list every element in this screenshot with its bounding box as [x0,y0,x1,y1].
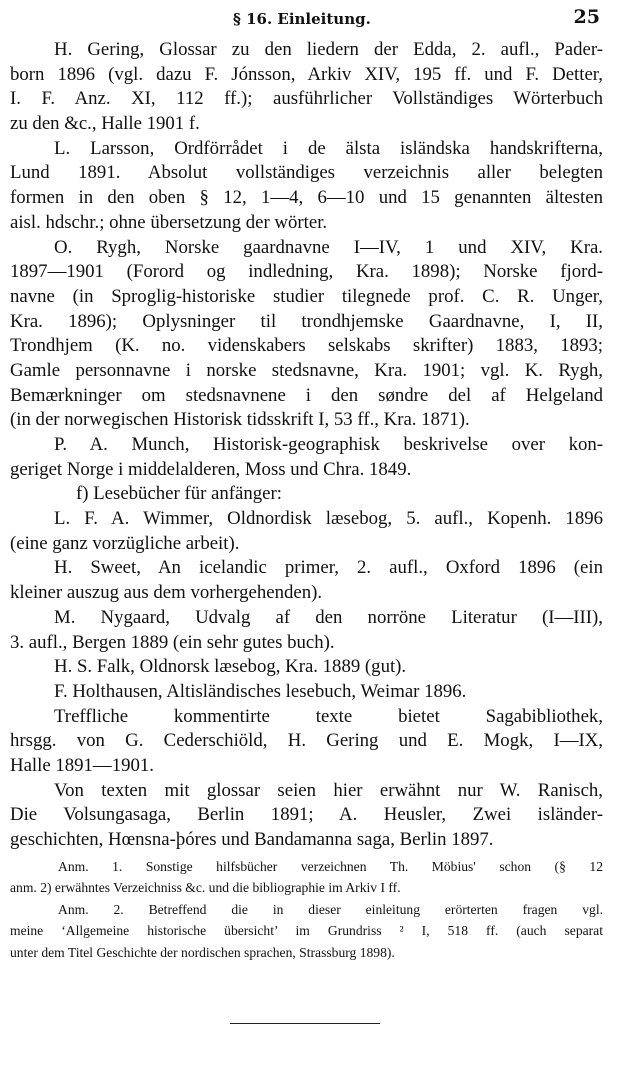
body-paragraphs [10,38,603,853]
text-line: H. Gering, Glossar zu den liedern der Edda, 2. aufl., Pader- [54,39,603,60]
footnote-line: anm. 2) erwähntes Verzeichniss &c. und die bibliographie im Arkiv I ff. [10,880,401,896]
text-line: O. Rygh, Norske gaardnavne I—IV, 1 und XIV, Kra. [54,236,603,258]
footer-rule [230,1023,380,1024]
text-line: (eine ganz vorzügliche arbeit). [10,532,240,554]
text-line: (in der norwegischen Historisk tidsskrift I, 53 ff., Kra. 1871). [10,409,470,431]
text-line: geriget Norge i middelalderen, Moss und Chra. 1849. [10,458,412,480]
text-line: Kra. 1896); Oplysninger til trondhjemske Gaardnavne, I, II, [10,310,603,332]
text-line: Lund 1891. Absolut vollständiges verzeichnis aller belegten [10,162,603,184]
text-line: Trondhjem (K. no. videnskabers selskabs skrifter) 1883, 1893; [10,335,603,357]
footnote-line: meine ‘Allgemeine historische übersicht’ im Grundriss ² I, 518 ff. (auch separat [10,923,603,939]
text-line: hrsgg. von G. Cederschiöld, H. Gering und E. Mogk, I—IX, [10,730,603,752]
text-line: zu den &c., Halle 1901 f. [10,113,200,135]
text-line: P. A. Munch, Historisk-geographisk beskrivelse over kon- [54,434,603,455]
running-header [0,6,620,32]
footnote-line: unter dem Titel Geschichte der nordischen sprachen, Strassburg 1898). [10,944,395,960]
page-number: 25 [573,6,600,28]
footnote-line: Anm. 2. Betreffend die in dieser einleitung erörterten fragen vgl. [58,901,603,917]
text-line: kleiner auszug aus dem vorhergehenden). [10,582,323,604]
text-line: H. Sweet, An icelandic primer, 2. aufl., Oxford 1896 (ein [54,557,603,579]
text-line: f) Lesebücher für anfänger: [76,483,282,505]
text-line: 1897—1901 (Forord og indledning, Kra. 1898); Norske fjord- [10,261,603,283]
footnote-line: Anm. 1. Sonstige hilfsbücher verzeichnen Th. Möbius' schon (§ 12 [58,858,603,874]
text-line: I. F. Anz. XI, 112 ff.); ausführlicher Vollständiges Wörterbuch [10,88,603,110]
text-line: F. Holthausen, Altisländisches lesebuch, Weimar 1896. [54,680,467,702]
text-line: Die Volsungasaga, Berlin 1891; A. Heusler, Zwei isländer- [10,804,603,826]
section-title: § 16. Einleitung. [233,10,371,28]
text-line: L. Larsson, Ordförrådet i de älsta isländska handskrifterna, [54,137,603,159]
text-line: born 1896 (vgl. dazu F. Jónsson, Arkiv XIV, 195 ff. und F. Detter, [10,63,603,85]
text-line: geschichten, Hœnsna-þóres und Bandamanna saga, Berlin 1897. [10,829,494,850]
text-line: formen in den oben § 12, 1—4, 6—10 und 15 genannten ältesten [10,187,603,209]
text-line: M. Nygaard, Udvalg af den norröne Literatur (I—III), [54,606,603,628]
text-line: Treffliche kommentirte texte bietet Sagabibliothek, [54,705,603,727]
text-line: Bemærkninger om stedsnavnene i den søndre del af Helgeland [10,384,603,406]
text-line: L. F. A. Wimmer, Oldnordisk læsebog, 5. aufl., Kopenh. 1896 [54,508,603,530]
footnotes [10,856,603,964]
text-line: Halle 1891—1901. [10,754,154,776]
text-line: Von texten mit glossar seien hier erwähnt nur W. Ranisch, [54,779,603,801]
text-line: navne (in Sproglig-historiske studier tilegnede prof. C. R. Unger, [10,285,603,307]
text-line: 3. aufl., Bergen 1889 (ein sehr gutes buch). [10,631,335,653]
text-line: aisl. hdschr.; ohne übersetzung der wörter. [10,211,328,233]
text-line: Gamle personnavne i norske stedsnavne, Kra. 1901; vgl. K. Rygh, [10,359,603,381]
text-line: H. S. Falk, Oldnorsk læsebog, Kra. 1889 (gut). [54,656,407,678]
main-text [10,38,603,963]
